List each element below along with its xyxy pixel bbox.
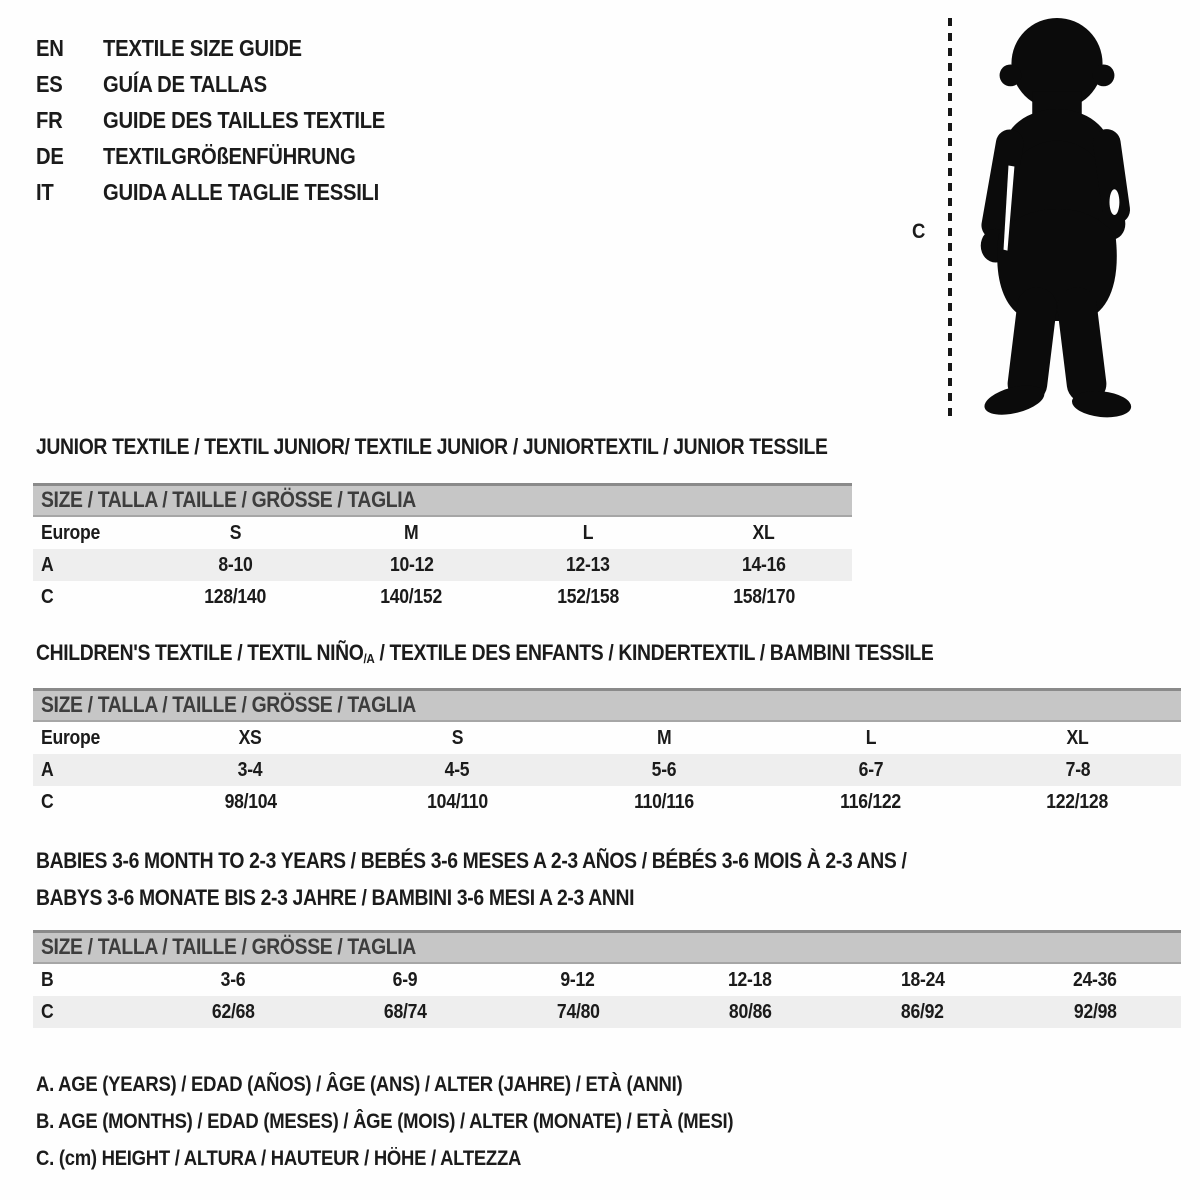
children-size-table	[33, 688, 1181, 818]
language-code: EN	[36, 34, 64, 61]
region-label: Europe	[41, 521, 101, 544]
toddler-silhouette-icon	[962, 12, 1152, 423]
table-cell: 110/116	[634, 790, 694, 813]
table-cell: 24-36	[1072, 968, 1117, 991]
table-cell: 104/110	[426, 790, 488, 813]
height-figure	[900, 8, 1180, 420]
measure-legend	[36, 1066, 828, 1177]
table-cell: 8-10	[218, 553, 253, 576]
size-band-header: SIZE / TALLA / TAILLE / GRÖSSE / TAGLIA	[33, 688, 1181, 722]
list-item	[36, 138, 424, 174]
table-cell: 7-8	[1065, 758, 1090, 781]
table-cell: 98/104	[224, 790, 277, 813]
region-label: Europe	[41, 726, 101, 749]
table-cell: 140/152	[380, 585, 443, 608]
table-row-age	[33, 549, 852, 581]
table-cell: 12-13	[565, 553, 610, 576]
row-label: C	[41, 1000, 54, 1023]
size-col-header: XS	[238, 726, 262, 749]
table-row-height	[33, 786, 1181, 818]
height-measure-dashed-line	[948, 18, 952, 416]
guide-title-en: TEXTILE SIZE GUIDE	[103, 34, 302, 61]
legend-line-c: C. (cm) HEIGHT / ALTURA / HAUTEUR / HÖHE / ALTEZZA	[36, 1146, 522, 1170]
section-title-junior: JUNIOR TEXTILE / TEXTIL JUNIOR/ TEXTILE JUNIOR / JUNIORTEXTIL / JUNIOR TESSILE	[36, 434, 828, 459]
size-col-header: M	[656, 726, 672, 749]
table-cell: 5-6	[651, 758, 677, 781]
row-label: C	[41, 585, 54, 608]
legend-line-a: A. AGE (YEARS) / EDAD (AÑOS) / ÂGE (ANS) / ALTER (JAHRE) / ETÀ (ANNI)	[36, 1072, 683, 1096]
size-col-header: M	[404, 521, 419, 544]
size-col-header: XL	[1066, 726, 1089, 749]
table-cell: 80/86	[728, 1000, 772, 1023]
table-cell: 92/98	[1073, 1000, 1117, 1023]
guide-title-fr: GUIDE DES TAILLES TEXTILE	[103, 106, 386, 133]
list-item	[36, 102, 424, 138]
language-code: FR	[36, 106, 63, 133]
table-cell: 68/74	[384, 1000, 427, 1023]
language-code: DE	[36, 142, 64, 169]
table-cell: 3-6	[220, 968, 246, 991]
table-cell: 18-24	[900, 968, 945, 991]
babies-size-table	[33, 930, 1181, 1028]
list-item	[36, 174, 424, 210]
list-item	[36, 30, 424, 66]
language-code: ES	[36, 70, 63, 97]
size-band-header: SIZE / TALLA / TAILLE / GRÖSSE / TAGLIA	[33, 930, 1181, 964]
table-cell: 74/80	[556, 1000, 600, 1023]
table-cell: 116/122	[840, 790, 902, 813]
legend-line-b: B. AGE (MONTHS) / EDAD (MESES) / ÂGE (MOIS) / ALTER (MONATE) / ETÀ (MESI)	[36, 1109, 734, 1133]
table-cell: 128/140	[204, 585, 267, 608]
section-title-babies: BABIES 3-6 MONTH TO 2-3 YEARS / BEBÉS 3-6 MESES A 2-3 AÑOS / BÉBÉS 3-6 MOIS À 2-3 ANS / BABYS 3-6 MONATE BIS 2-3 JAHRE / BAMBINI 3-6 MESI A 2-3 ANNI	[36, 848, 907, 910]
size-col-header: XL	[752, 521, 775, 544]
table-row-header	[33, 722, 1181, 754]
table-cell: 4-5	[444, 758, 470, 781]
table-cell: 152/158	[556, 585, 619, 608]
table-cell: 10-12	[389, 553, 434, 576]
table-row-height	[33, 996, 1181, 1028]
guide-title-es: GUÍA DE TALLAS	[103, 70, 267, 97]
size-col-header: S	[451, 726, 463, 749]
row-label: B	[41, 968, 54, 991]
table-cell: 12-18	[728, 968, 773, 991]
size-col-header: L	[865, 726, 877, 749]
language-title-list	[36, 30, 424, 210]
row-label: C	[41, 790, 54, 813]
section-title-children: CHILDREN'S TEXTILE / TEXTIL $NIÑO_{/A}$ / TEXTILE DES ENFANTS / KINDERTEXTIL / BAMBINI TESSILE	[36, 640, 934, 666]
table-cell: 62/68	[211, 1000, 255, 1023]
row-label: A	[41, 758, 54, 781]
junior-size-table	[33, 483, 852, 613]
table-cell: 3-4	[238, 758, 263, 781]
size-col-header: L	[582, 521, 593, 544]
table-row-height	[33, 581, 852, 613]
measure-c-label: C	[912, 220, 926, 243]
size-col-header: S	[229, 521, 241, 544]
table-cell: 122/128	[1046, 790, 1109, 813]
table-row-age	[33, 754, 1181, 786]
table-row-header	[33, 517, 852, 549]
table-cell: 158/170	[732, 585, 795, 608]
size-band-header: SIZE / TALLA / TAILLE / GRÖSSE / TAGLIA	[33, 483, 852, 517]
guide-title-it: GUIDA ALLE TAGLIE TESSILI	[103, 178, 380, 205]
table-cell: 6-7	[858, 758, 884, 781]
nino-a-subscript: /A	[363, 650, 375, 666]
row-label: A	[41, 553, 54, 576]
language-code: IT	[36, 178, 54, 205]
table-row-months	[33, 964, 1181, 996]
list-item	[36, 66, 424, 102]
table-cell: 86/92	[901, 1000, 944, 1023]
guide-title-de: TEXTILGRÖßENFÜHRUNG	[103, 142, 356, 169]
table-cell: 9-12	[560, 968, 595, 991]
table-cell: 6-9	[393, 968, 418, 991]
table-cell: 14-16	[742, 553, 786, 576]
